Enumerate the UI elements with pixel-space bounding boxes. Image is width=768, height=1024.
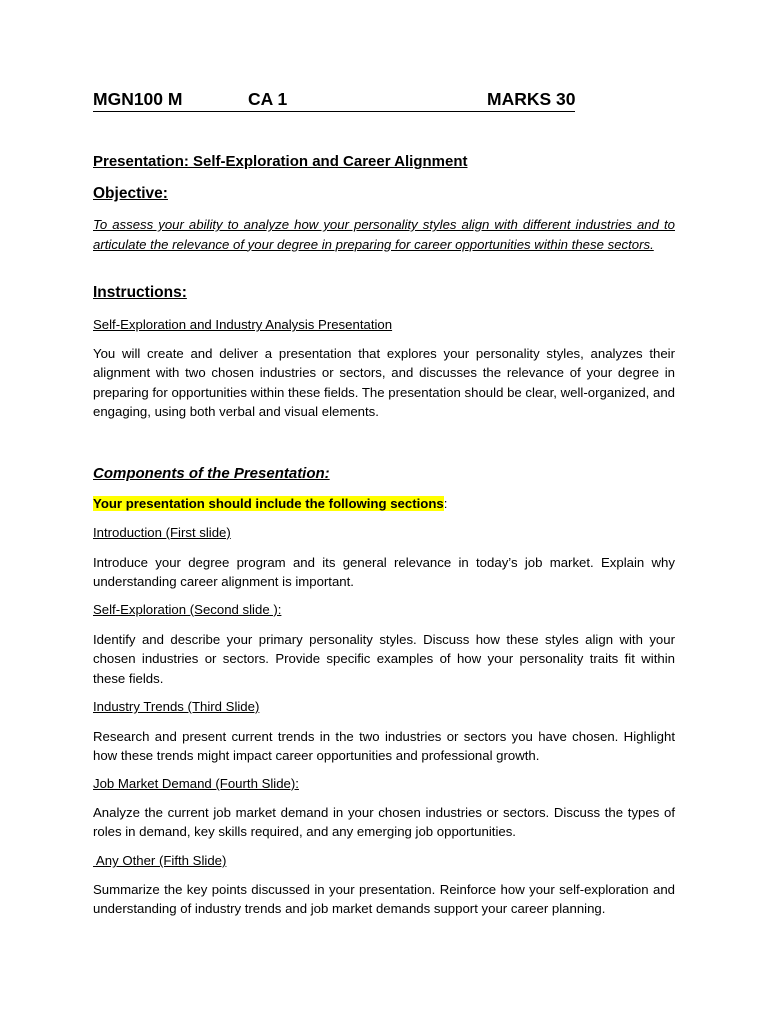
section-text-any-other: Summarize the key points discussed in your presentation. Reinforce how your self-exploration and understanding of industry trends and job market demands support your career planning.	[93, 882, 675, 917]
highlight-suffix: :	[443, 496, 448, 511]
section-text-industry-trends: Research and present current trends in the two industries or sectors you have chosen. Highlight how these trends might impact career opportunities and professional growth.	[93, 729, 675, 764]
components-heading: Components of the Presentation:	[93, 465, 330, 482]
section-label-job-market: Job Market Demand (Fourth Slide):	[93, 776, 299, 791]
assessment-code: CA 1	[248, 89, 288, 109]
section-label-introduction: Introduction (First slide)	[93, 525, 231, 540]
instructions-heading: Instructions:	[93, 284, 187, 301]
instructions-text: You will create and deliver a presentation that explores your personality styles, analyzes their alignment with two chosen industries or sectors, and discusses the relevance of your degree in preparing for opportunities within these fields. The presentation should be clear, well-organized, and engaging, using both verbal and visual elements.	[93, 346, 675, 420]
document-header	[93, 89, 575, 112]
document-page	[93, 0, 675, 1024]
section-text-job-market: Analyze the current job market demand in your chosen industries or sectors. Discuss the types of roles in demand, key skills required, and any emerging job opportunities.	[93, 805, 675, 840]
section-text-self-exploration: Identify and describe your primary personality styles. Discuss how these styles align with your chosen industries or sectors. Provide specific examples of how your personality traits fit within these fields.	[93, 632, 675, 686]
marks-total: MARKS 30	[487, 89, 576, 109]
course-code: MGN100 M	[93, 89, 183, 109]
objective-heading: Objective:	[93, 185, 168, 202]
objective-text: To assess your ability to analyze how your personality styles align with different industries and to articulate the relevance of your degree in preparing for career opportunities within these sectors.	[93, 217, 675, 252]
section-label-industry-trends: Industry Trends (Third Slide)	[93, 699, 260, 714]
highlighted-instruction: Your presentation should include the following sections	[93, 496, 444, 511]
section-label-any-other: Any Other (Fifth Slide)	[93, 853, 227, 868]
section-text-introduction: Introduce your degree program and its general relevance in today’s job market. Explain why understanding career alignment is important.	[93, 555, 675, 590]
instructions-subheading: Self-Exploration and Industry Analysis Presentation	[93, 317, 393, 332]
components-intro	[93, 495, 675, 513]
document-title: Presentation: Self-Exploration and Career Alignment	[93, 153, 468, 170]
section-label-self-exploration: Self-Exploration (Second slide ):	[93, 602, 282, 617]
